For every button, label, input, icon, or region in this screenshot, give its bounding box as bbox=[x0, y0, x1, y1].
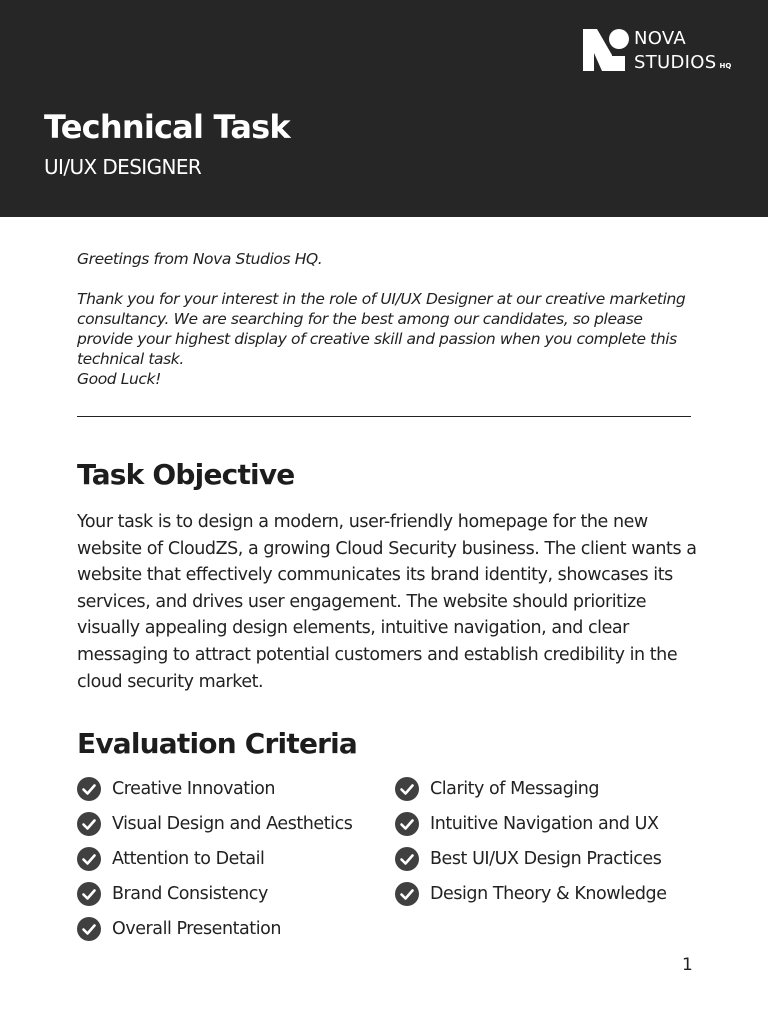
criteria-label: Creative Innovation bbox=[112, 779, 276, 799]
intro-section bbox=[77, 249, 697, 389]
criteria-list-left bbox=[77, 777, 352, 952]
criteria-item bbox=[395, 882, 667, 906]
intro-greeting: Greetings from Nova Studios HQ. bbox=[77, 250, 323, 268]
criteria-item bbox=[77, 777, 352, 801]
check-circle-icon bbox=[77, 882, 101, 906]
criteria-list-right bbox=[395, 777, 667, 917]
brand-line-1: NOVA bbox=[634, 28, 686, 49]
check-circle-icon bbox=[395, 847, 419, 871]
check-circle-icon bbox=[77, 777, 101, 801]
criteria-heading: Evaluation Criteria bbox=[77, 727, 358, 760]
section-divider bbox=[77, 416, 691, 417]
criteria-item bbox=[77, 882, 352, 906]
check-circle-icon bbox=[77, 917, 101, 941]
criteria-label: Brand Consistency bbox=[112, 884, 268, 904]
criteria-label: Visual Design and Aesthetics bbox=[112, 814, 353, 834]
criteria-item bbox=[77, 812, 352, 836]
brand-line-2 bbox=[634, 51, 731, 78]
criteria-label: Overall Presentation bbox=[112, 919, 282, 939]
check-circle-icon bbox=[395, 777, 419, 801]
check-circle-icon bbox=[395, 812, 419, 836]
page-number: 1 bbox=[682, 955, 693, 975]
criteria-item bbox=[77, 917, 352, 941]
brand-suffix: HQ bbox=[719, 62, 732, 70]
check-circle-icon bbox=[395, 882, 419, 906]
brand-logo bbox=[583, 27, 753, 73]
criteria-label: Design Theory & Knowledge bbox=[430, 884, 667, 904]
criteria-label: Clarity of Messaging bbox=[430, 779, 600, 799]
intro-closing: Good Luck! bbox=[77, 370, 161, 388]
check-circle-icon bbox=[77, 847, 101, 871]
objective-text: Your task is to design a modern, user-friendly homepage for the new website of CloudZS, a growing Cloud Security business. The client wants a website that effectively communicates its brand identity, showcases its services, and drives user engagement. The website should prioritize visually appealing design elements, intuitive navigation, and clear messaging to attract potential customers and establish credibility in the cloud security market. bbox=[77, 512, 697, 692]
document-subtitle: UI/UX DESIGNER bbox=[44, 155, 202, 179]
criteria-label: Intuitive Navigation and UX bbox=[430, 814, 659, 834]
brand-line-2-text: STUDIOS bbox=[634, 52, 717, 73]
criteria-item bbox=[395, 812, 667, 836]
header-banner bbox=[0, 0, 768, 217]
criteria-label: Attention to Detail bbox=[112, 849, 265, 869]
criteria-item bbox=[395, 777, 667, 801]
intro-body: Thank you for your interest in the role of UI/UX Designer at our creative marketing consultancy. We are searching for the best among our candidates, so please provide your highest display of creative skill and passion when you complete this technical task. bbox=[77, 290, 686, 368]
check-circle-icon bbox=[77, 812, 101, 836]
document-title: Technical Task bbox=[44, 108, 290, 146]
criteria-item bbox=[77, 847, 352, 871]
brand-name bbox=[634, 27, 731, 78]
criteria-item bbox=[395, 847, 667, 871]
criteria-label: Best UI/UX Design Practices bbox=[430, 849, 662, 869]
nova-logo-icon bbox=[583, 29, 629, 71]
objective-heading: Task Objective bbox=[77, 458, 295, 491]
